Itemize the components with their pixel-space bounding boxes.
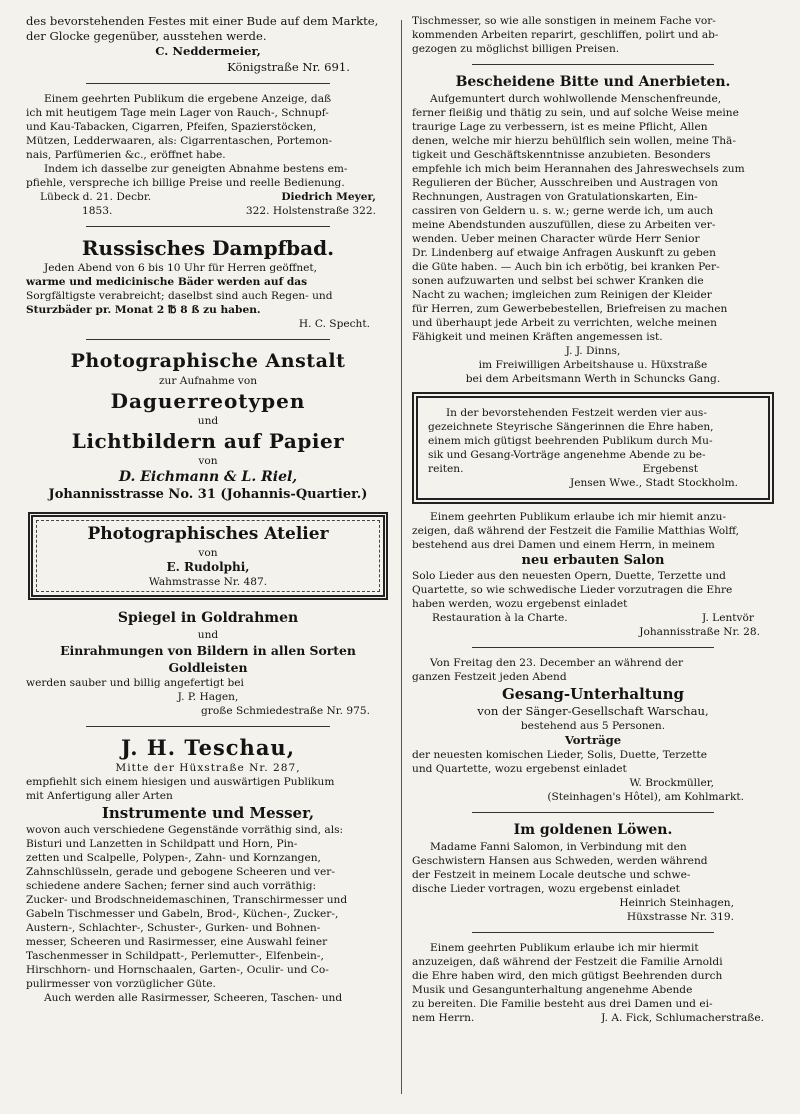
text-line: bestehend aus 5 Personen. xyxy=(520,720,666,733)
advertiser-name: J. P. Hagen, xyxy=(177,691,239,704)
ad-warschau xyxy=(412,656,774,804)
text-line: Solo Lieder aus den neuesten Opern, Duette, Terzette und xyxy=(412,570,726,582)
text-line: Zahnschlüsseln, gerade und gebogene Scheeren und ver- xyxy=(26,866,335,879)
ad-title: J. H. Teschau, xyxy=(120,735,296,761)
ad-dampfbad xyxy=(26,235,390,331)
ad-heading: neu erbauten Salon xyxy=(521,553,665,568)
text-line: Einem geehrten Publikum erlaube ich mir hiemit anzu- xyxy=(430,511,727,523)
text-line: Nacht zu wachen; imgleichen zum Reinigen der Kleider xyxy=(412,289,712,301)
ad-teschau-continued xyxy=(412,14,774,56)
advertiser-name: C. Neddermeier, xyxy=(155,44,261,59)
ad-title: Bescheidene Bitte und Anerbieten. xyxy=(455,74,731,90)
closing-word: Ergebenst xyxy=(642,463,698,475)
ad-meyer xyxy=(26,92,390,218)
text-line: nem Herrn. xyxy=(412,1012,475,1025)
text-line: Auch werden alle Rasirmesser, Scheeren, Taschen- und xyxy=(44,992,343,1005)
ad-subheading: Vorträge xyxy=(564,733,622,748)
ad-teschau xyxy=(26,735,390,1005)
text-line: Quartette, so wie schwedische Lieder vorzutragen die Ehre xyxy=(412,584,733,596)
advertiser-name: Jensen Wwe., Stadt Stockholm. xyxy=(569,477,738,489)
ad-date: Lübeck d. 21. Decbr. xyxy=(40,190,152,203)
text-line: Sturzbäder pr. Monat 2 ℔ 8 ß zu haben. xyxy=(26,303,261,316)
ad-title: Im goldenen Löwen. xyxy=(513,822,673,839)
ad-title: Russisches Dampfbad. xyxy=(81,235,335,260)
text-line: der Glocke gegenüber, ausstehen werde. xyxy=(26,29,267,44)
left-column xyxy=(26,14,390,1005)
text-line: Taschenmesser in Schildpatt-, Perlemutter-, Elfenbein-, xyxy=(26,950,324,963)
text-line: Regulieren der Bücher, Ausschreiben und Austragen von xyxy=(412,177,719,189)
text-line: bestehend aus drei Damen und einem Herrn, in meinem xyxy=(412,539,715,551)
separator xyxy=(86,226,330,227)
separator xyxy=(472,932,714,933)
text-line: gezogen zu möglichst billigen Preisen. xyxy=(412,43,620,55)
text-line: wovon auch verschiedene Gegenstände vorräthig sind, als: xyxy=(26,824,344,837)
ad-connector: und xyxy=(197,414,219,427)
ad-connector: von xyxy=(198,546,218,559)
ad-title: Photographisches Atelier xyxy=(87,523,329,544)
text-line: Von Freitag den 23. December an während der xyxy=(430,657,684,669)
separator xyxy=(472,64,714,65)
advertiser-name: E. Rudolphi, xyxy=(166,559,250,574)
text-line: Mützen, Ledderwaaren, als: Cigarrentaschen, Portemon- xyxy=(26,134,333,147)
text-line: haben werden, wozu ergebenst einladet xyxy=(412,598,628,610)
separator xyxy=(472,647,714,648)
advertiser-name: Heinrich Steinhagen, xyxy=(619,897,734,910)
ad-connector: und xyxy=(197,629,219,642)
text-line: messer, Scheeren und Rasirmesser, eine Auswahl feiner xyxy=(26,936,328,949)
advertiser-name: D. Eichmann & L. Riel, xyxy=(118,468,298,485)
advertiser-address: Wahmstrasse Nr. 487. xyxy=(148,576,268,589)
ad-title: Spiegel in Goldrahmen xyxy=(117,610,299,627)
text-line: warme und medicinische Bäder werden auf das xyxy=(26,275,308,288)
text-line: von der Sänger-Gesellschaft Warschau, xyxy=(477,704,709,718)
separator xyxy=(86,726,330,727)
text-line: des bevorstehenden Festes mit einer Bude auf dem Markte, xyxy=(26,14,379,28)
text-line: zeigen, daß während der Festzeit die Familie Matthias Wolff, xyxy=(412,525,740,537)
text-line: empfehle ich mich beim Herannahen des Jahreswechsels zum xyxy=(412,163,745,175)
text-line: Bisturi und Lanzetten in Schildpatt und Horn, Pin- xyxy=(26,838,298,851)
text-line: kommenden Arbeiten reparirt, geschliffen, polirt und ab- xyxy=(412,29,719,41)
text-line: zu bereiten. Die Familie besteht aus drei Damen und ei- xyxy=(412,998,713,1011)
ad-heading: Daguerreotypen xyxy=(110,388,306,413)
text-line: zetten und Scalpelle, Polypen-, Zahn- und Kornzangen, xyxy=(26,852,321,865)
ad-bescheidene-bitte xyxy=(412,73,774,386)
advertiser-address: bei dem Arbeitsmann Werth in Schuncks Gang. xyxy=(465,373,721,385)
text-line: mit Anfertigung aller Arten xyxy=(26,790,173,803)
separator xyxy=(86,339,330,340)
ad-heading: Einrahmungen von Bildern in allen Sorten xyxy=(60,643,356,659)
text-line: empfiehlt sich einem hiesigen und auswärtigen Publikum xyxy=(26,776,335,789)
text-line: für Herren, zum Gewerbebestellen, Briefreisen zu machen xyxy=(412,303,728,315)
advertiser-address: Johannisstrasse No. 31 (Johannis-Quartier.) xyxy=(48,486,368,502)
advertiser-name: J. J. Dinns, xyxy=(565,345,621,357)
text-line: Fähigkeit und meinen Kräften angemessen ist. xyxy=(412,331,663,343)
ad-photographisches-atelier xyxy=(28,512,388,600)
text-line: Zucker- und Brodschneidemaschinen, Transchirmesser und xyxy=(26,894,348,907)
text-line: denen, welche mir hierzu behülflich sein wollen, meine Thä- xyxy=(412,135,736,147)
text-line: ganzen Festzeit jeden Abend xyxy=(412,671,567,683)
text-line: und Quartette, wozu ergebenst einladet xyxy=(412,763,627,776)
text-line: wenden. Ueber meinen Character würde Herr Senior xyxy=(412,233,700,245)
text-line: Geschwistern Hansen aus Schweden, werden während xyxy=(412,855,708,868)
text-line: und überhaupt jede Arbeit zu verrichten, welche meinen xyxy=(412,317,717,329)
text-line: Rechnungen, Austragen von Gratulationskarten, Ein- xyxy=(412,191,698,203)
advertiser-address: 322. Holstenstraße 322. xyxy=(245,204,376,217)
text-line: gezeichnete Steyrische Sängerinnen die Ehre haben, xyxy=(428,421,714,433)
text-line: der Festzeit in meinem Locale deutsche und schwe- xyxy=(412,869,691,882)
ad-spiegel xyxy=(26,608,390,718)
text-line: pfiehle, verspreche ich billige Preise und reelle Bedienung. xyxy=(26,176,345,189)
text-line: sik und Gesang-Vorträge angenehme Abende zu be- xyxy=(428,449,706,461)
text-line: In der bevorstehenden Festzeit werden vier aus- xyxy=(446,407,707,419)
ad-goldener-loewe xyxy=(412,821,774,924)
text-line: die Güte haben. — Auch bin ich erbötig, bei kranken Per- xyxy=(412,261,720,273)
separator xyxy=(86,83,330,84)
text-line: Tischmesser, so wie alle sonstigen in meinem Fache vor- xyxy=(412,15,716,27)
text-line: Einem geehrten Publikum erlaube ich mir hiermit xyxy=(430,942,699,955)
ad-heading: Instrumente und Messer, xyxy=(101,804,315,823)
advertiser-name: W. Brockmüller, xyxy=(629,777,714,790)
text-line: werden sauber und billig angefertigt bei xyxy=(26,677,244,690)
text-line: Austern-, Schlachter-, Schuster-, Gurken- und Bohnen- xyxy=(26,922,321,935)
text-line: und Kau-Tabacken, Cigarren, Pfeifen, Spazierstöcken, xyxy=(26,120,317,133)
advertiser-address: Königstraße Nr. 691. xyxy=(227,59,350,74)
text-line: Indem ich dasselbe zur geneigten Abnahme bestens em- xyxy=(44,162,348,175)
text-line: die Ehre haben wird, den mich gütigst Beehrenden durch xyxy=(412,970,723,983)
advertiser-name: J. A. Fick, Schlumacherstraße. xyxy=(601,1012,764,1025)
ad-jensen-framed xyxy=(412,392,774,504)
right-column xyxy=(412,14,774,1025)
advertiser-name: H. C. Specht. xyxy=(298,317,370,330)
text-line: schiedene andere Sachen; ferner sind auch vorräthig: xyxy=(26,880,317,893)
ad-heading: Lichtbildern auf Papier xyxy=(71,428,345,453)
ad-heading: Gesang-Unterhaltung xyxy=(501,685,685,703)
text-line: Hirschhorn- und Hornschaalen, Garten-, Oculir- und Co- xyxy=(26,964,329,977)
text-line: tigkeit und Geschäftskenntnisse anzubieten. Besonders xyxy=(412,149,711,161)
text-line: ich mit heutigem Tage mein Lager von Rauch-, Schnupf- xyxy=(26,106,329,119)
text-line: pulirmesser von vorzüglicher Güte. xyxy=(26,978,216,991)
text-line: einem mich gütigst beehrenden Publikum durch Mu- xyxy=(428,435,713,447)
advertiser-name: J. Lentvör xyxy=(702,612,754,624)
ad-year: 1853. xyxy=(82,204,113,217)
text-line: traurige Lage zu verbessern, ist es meine Pflicht, Allen xyxy=(412,121,708,133)
advertiser-name: Diedrich Meyer, xyxy=(281,190,376,203)
text-line: Einem geehrten Publikum die ergebene Anzeige, daß xyxy=(44,92,332,105)
text-line: Musik und Gesangunterhaltung angenehme Abende xyxy=(412,984,693,997)
advertiser-address: (Steinhagen's Hôtel), am Kohlmarkt. xyxy=(547,791,744,804)
venue-name: Restauration à la Charte. xyxy=(432,612,568,624)
advertiser-address: Hüxstrasse Nr. 319. xyxy=(626,911,734,924)
column-divider xyxy=(401,20,402,1094)
ad-connector: von xyxy=(198,454,218,467)
text-line: Dr. Lindenberg auf etwaige Anfragen Auskunft zu geben xyxy=(412,247,716,259)
separator xyxy=(472,812,714,813)
ad-lentvor xyxy=(412,510,774,639)
text-line: meine Abendstunden auszufüllen, diese zu Arbeiten ver- xyxy=(412,219,716,231)
ad-photographische-anstalt xyxy=(26,348,390,504)
ad-title: Photographische Anstalt xyxy=(70,349,346,372)
text-line: Sorgfältigste verabreicht; daselbst sind auch Regen- und xyxy=(26,289,333,302)
text-line: Aufgemuntert durch wohlwollende Menschenfreunde, xyxy=(430,93,722,105)
text-line: Madame Fanni Salomon, in Verbindung mit den xyxy=(430,841,687,854)
text-line: sonen aufzuwarten und selbst bei schwer Kranken die xyxy=(412,275,704,287)
text-line: ferner fleißig und thätig zu sein, und auf solche Weise meine xyxy=(412,107,739,119)
text-line: anzuzeigen, daß während der Festzeit die Familie Arnoldi xyxy=(412,956,723,969)
advertiser-address: im Freiwilligen Arbeitshause u. Hüxstraße xyxy=(478,359,708,371)
text-line: nais, Parfümerien &c., eröffnet habe. xyxy=(26,148,226,161)
advertiser-address: Johannisstraße Nr. 28. xyxy=(639,626,760,638)
text-line: reiten. xyxy=(428,463,464,475)
ad-subtitle: zur Aufnahme von xyxy=(158,374,258,387)
advertiser-address: große Schmiedestraße Nr. 975. xyxy=(201,705,370,718)
text-line: Jeden Abend von 6 bis 10 Uhr für Herren geöffnet, xyxy=(44,261,318,274)
text-line: der neuesten komischen Lieder, Solis, Duette, Terzette xyxy=(412,749,707,762)
text-line: cassiren von Geldern u. s. w.; gerne werde ich, um auch xyxy=(412,205,714,217)
ad-subtitle: Mitte der Hüxstraße Nr. 287, xyxy=(115,762,301,775)
ad-neddermeier xyxy=(26,14,390,75)
ad-heading: Goldleisten xyxy=(168,660,248,676)
text-line: Gabeln Tischmesser und Gabeln, Brod-, Küchen-, Zucker-, xyxy=(26,908,339,921)
text-line: dische Lieder vortragen, wozu ergebenst einladet xyxy=(412,883,680,896)
ad-fick xyxy=(412,941,774,1025)
